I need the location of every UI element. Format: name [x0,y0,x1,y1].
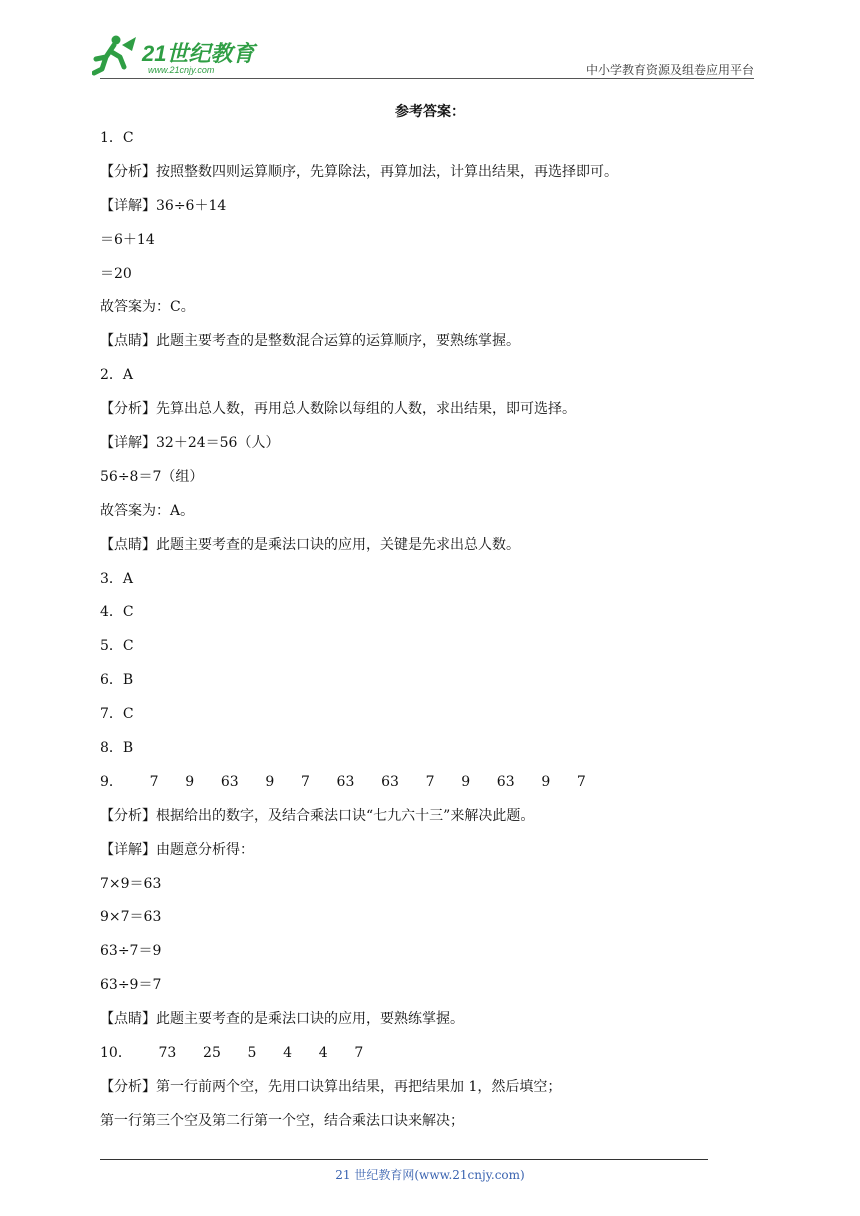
answer-line: 7×9＝63 [100,875,162,892]
answer-line: 【点睛】此题主要考查的是乘法口诀的应用，关键是先求出总人数。 [100,536,520,553]
answer-line: 1．C [100,130,134,146]
page-title: 参考答案： [395,104,465,120]
platform-name: 中小学教育资源及组卷应用平台 [585,63,754,77]
page-header [0,0,860,80]
answer-line: 2．A [100,367,134,384]
page-footer: 21 世纪教育网(www.21cnjy.com) [335,1168,525,1182]
answer-line: 【分析】先算出总人数，再用总人数除以每组的人数，求出结果，即可选择。 [100,401,576,418]
answer-line: 5．C [100,638,134,655]
answer-line: 故答案为：A。 [100,502,195,519]
answer-line: 【分析】第一行前两个空，先用口诀算出结果，再把结果加 1，然后填空； [100,1078,562,1095]
answer-line: 63÷7＝9 [100,943,162,960]
answer-line: 8．B [100,740,134,757]
answer-line: 9×7＝63 [100,909,162,926]
header-divider [100,78,754,79]
logo-text: 21世纪教育 [142,41,255,66]
answer-line: 3．A [100,570,134,587]
answer-line: 【点睛】此题主要考查的是乘法口诀的应用，要熟练掌握。 [100,1011,464,1028]
logo [92,33,262,79]
answer-line: 4．C [100,604,134,621]
answer-line: 【点睛】此题主要考查的是整数混合运算的运算顺序，要熟练掌握。 [100,333,520,350]
answer-line: 56÷8＝7（组） [100,468,204,485]
answer-line: 故答案为：C。 [100,299,195,316]
answer-line: 【详解】由题意分析得： [100,841,254,858]
answer-line: 9． 7 9 63 9 7 63 63 7 9 63 9 7 [100,773,586,790]
footer-divider [100,1159,708,1160]
logo-url: www.21cnjy.com [148,65,215,75]
answer-line: ＝20 [100,265,132,282]
answer-line: ＝6＋14 [100,231,155,248]
answer-line: 10． 73 25 5 4 4 7 [100,1045,364,1062]
answer-line: 【详解】32＋24＝56（人） [100,435,280,452]
answer-line: 【详解】36÷6＋14 [100,197,227,214]
answer-line: 【分析】按照整数四则运算顺序，先算除法，再算加法，计算出结果，再选择即可。 [100,163,618,180]
runner-icon [94,36,136,74]
answer-content [100,126,760,1143]
answer-line: 第一行第三个空及第二行第一个空，结合乘法口诀来解决； [100,1112,464,1129]
answer-line: 7．C [100,706,134,723]
answer-line: 6．B [100,672,134,689]
answer-line: 63÷9＝7 [100,977,162,994]
answer-line: 【分析】根据给出的数字，及结合乘法口诀“七九六十三”来解决此题。 [100,807,535,824]
